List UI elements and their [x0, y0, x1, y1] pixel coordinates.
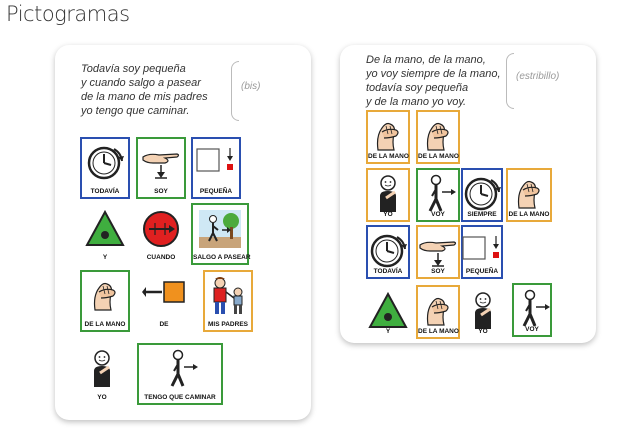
pictogram-card — [416, 225, 460, 279]
pictogram-label: DE LA MANO — [418, 328, 459, 335]
verse-text — [366, 53, 501, 109]
pictogram-card — [80, 203, 130, 265]
pictogram-label: DE LA MANO — [368, 153, 409, 160]
verse-line: Todavía soy pequeña — [81, 63, 186, 75]
verse-line: de la mano de mis padres — [81, 91, 208, 103]
pictogram-card — [416, 110, 460, 164]
page-title: Pictogramas — [6, 2, 130, 26]
pictogram-card — [366, 225, 410, 279]
pictogram-card — [461, 285, 505, 339]
pictogram-label: YO — [97, 394, 107, 401]
pictogram-card — [191, 203, 249, 265]
pictogram-label: SALGO A PASEAR — [193, 254, 251, 261]
pictogram-card — [366, 110, 410, 164]
pictogram-label: VOY — [525, 326, 539, 333]
verse-line: yo voy siempre de la mano, — [366, 68, 501, 80]
pictogram-card — [191, 137, 241, 199]
repeat-tag: (bis) — [241, 81, 261, 92]
verse-line: yo tengo que caminar. — [81, 105, 190, 117]
pictogram-card — [80, 137, 130, 199]
pictogram-card — [416, 285, 460, 339]
pictogram-card — [366, 168, 410, 222]
pictogram-label: YO — [478, 328, 488, 335]
pictogram-label: SIEMPRE — [467, 211, 497, 218]
pictogram-card — [506, 168, 552, 222]
pictogram-label: Y — [385, 328, 391, 335]
pictogram-label: TENGO QUE CAMINAR — [144, 394, 216, 401]
pictogram-card — [136, 203, 186, 265]
verse-line: y de la mano yo voy. — [366, 96, 467, 108]
pictogram-label: TODAVÍA — [90, 188, 120, 195]
repeat-tag: (estribillo) — [516, 71, 560, 82]
pictogram-label: YO — [383, 211, 393, 218]
song-card-chorus — [340, 45, 596, 343]
pictogram-card — [416, 168, 460, 222]
pictogram-card — [136, 137, 186, 199]
pictogram-label: SOY — [431, 268, 445, 275]
pictogram-card — [80, 270, 130, 332]
pictogram-card — [203, 270, 253, 332]
pictogram-label: CUANDO — [146, 254, 176, 261]
pictogram-label: TODAVÍA — [373, 268, 403, 275]
pictogram-label: MIS PADRES — [208, 321, 248, 328]
pictogram-card — [366, 285, 410, 339]
song-card-verse — [55, 45, 311, 420]
verse-line: y cuando salgo a pasear — [81, 77, 201, 89]
pictogram-label: DE LA MANO — [418, 153, 459, 160]
pictogram-card — [461, 168, 503, 222]
pictogram-card — [512, 283, 552, 337]
pictogram-label: Y — [102, 254, 108, 261]
pictogram-label: VOY — [431, 211, 445, 218]
pictogram-label: DE — [159, 321, 169, 328]
verse-line: De la mano, de la mano, — [366, 54, 486, 66]
verse-brace — [506, 53, 514, 109]
pictogram-card — [461, 225, 503, 279]
pictogram-card — [136, 270, 192, 332]
pictogram-label: PEQUEÑA — [465, 268, 499, 275]
pictogram-label: DE LA MANO — [508, 211, 550, 218]
pictogram-card — [137, 343, 223, 405]
pictogram-label: PEQUEÑA — [199, 188, 233, 195]
verse-line: todavía soy pequeña — [366, 82, 469, 94]
verse-brace — [231, 61, 239, 121]
verse-text — [81, 62, 208, 118]
pictogram-card — [77, 343, 127, 405]
pictogram-label: DE LA MANO — [84, 321, 126, 328]
pictogram-label: SOY — [154, 188, 168, 195]
